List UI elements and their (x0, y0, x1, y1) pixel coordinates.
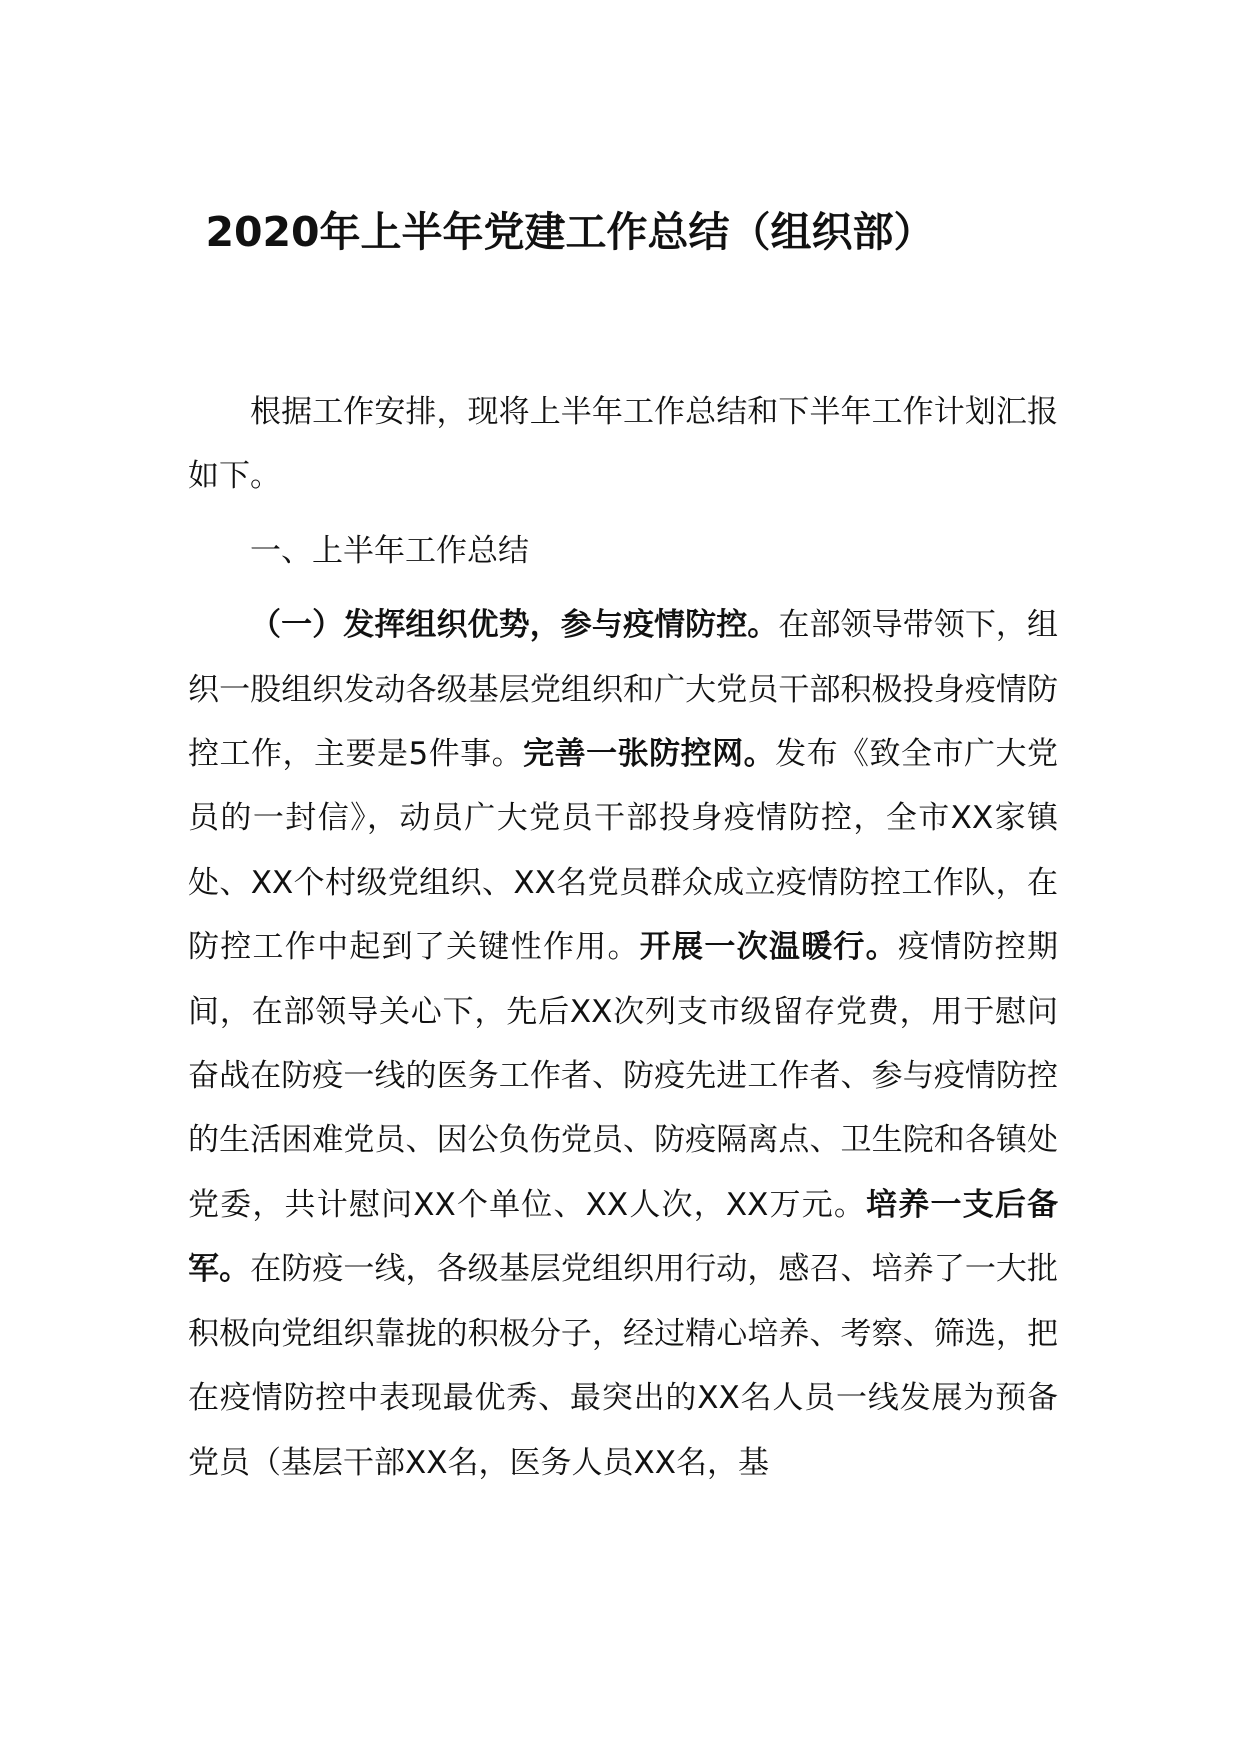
subsection-paragraph (188, 593, 1058, 1495)
item-heading-2: 开展一次温暖行。 (639, 929, 898, 966)
item-heading-3: 培养一支后备军。 (188, 1186, 1059, 1288)
subsection-text: 在部领导带领下，组织一股组织发动各级基层党组织和广大党员干部积极投身疫情防控工作，主要是5件事。 (188, 607, 1058, 773)
section-heading: 一、上半年工作总结 (250, 532, 529, 569)
item-text-3: 在防疫一线，各级基层党组织用行动，感召、培养了一大批积极向党组织靠拢的积极分子，经过精心培养、考察、筛选，把在疫情防控中表现最优秀、最突出的XX名人员一线发展为预备党员（基层干部XX名，医务人员XX名，基 (188, 1251, 1059, 1481)
item-text-2: 疫情防控期间，在部领导关心下，先后XX次列支市级留存党费，用于慰问奋战在防疫一线的医务工作者、防疫先进工作者、参与疫情防控的生活困难党员、因公负伤党员、防疫隔离点、卫生院和各镇处党委，共计慰问XX个单位、XX人次，XX万元。 (188, 929, 1059, 1223)
subsection-heading: （一）发挥组织优势，参与疫情防控。 (250, 607, 779, 644)
item-heading-1: 完善一张防控网。 (523, 736, 776, 773)
intro-paragraph: 根据工作安排，现将上半年工作总结和下半年工作计划汇报如下。 (188, 394, 1058, 495)
item-text-1: 发布《致全市广大党员的一封信》，动员广大党员干部投身疫情防控，全市XX家镇处、XX个村级党组织、XX名党员群众成立疫情防控工作队，在防控工作中起到了关键性作用。 (188, 736, 1059, 966)
document-title: 2020年上半年党建工作总结（组织部） (205, 208, 935, 256)
document-body (188, 380, 1058, 1495)
